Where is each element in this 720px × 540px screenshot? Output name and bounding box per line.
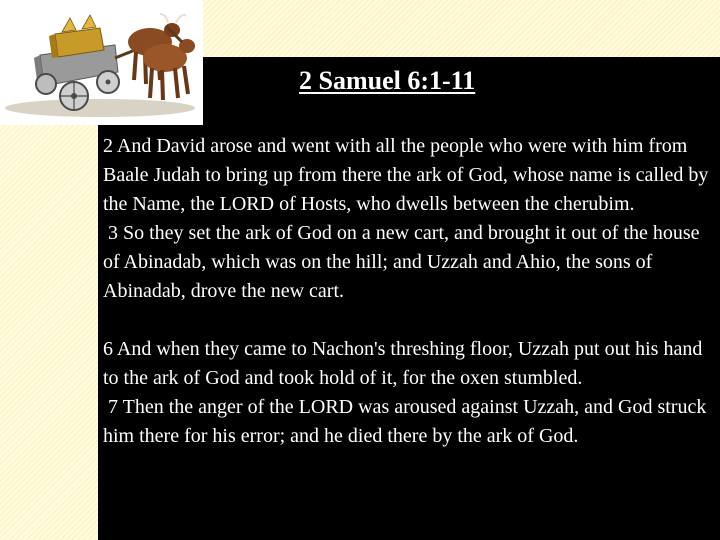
scripture-text [103, 132, 715, 451]
paragraph-gap [103, 306, 715, 335]
verse-7: 7 Then the anger of the LORD was aroused against Uzzah, and God struck him there for his error; and he died there by the ark of God. [103, 396, 712, 447]
ox-cart-ark-icon [0, 0, 203, 125]
verse-3: 3 So they set the ark of God on a new cart, and brought it out of the house of Abinadab, which was on the hill; and Uzzah and Ahio, the sons of Abinadab, drove the new cart. [103, 222, 705, 302]
illustration-frame [0, 0, 203, 125]
verse-6: 6 And when they came to Nachon's threshing floor, Uzzah put out his hand to the ark of God and took hold of it, for the oxen stumbled. [103, 338, 703, 389]
verse-2: 2 And David arose and went with all the people who were with him from Baale Judah to bring up from there the ark of God, whose name is called by the Name, the LORD of Hosts, who dwells between the cherubim. [103, 135, 709, 215]
slide-title: 2 Samuel 6:1-11 [299, 66, 476, 95]
